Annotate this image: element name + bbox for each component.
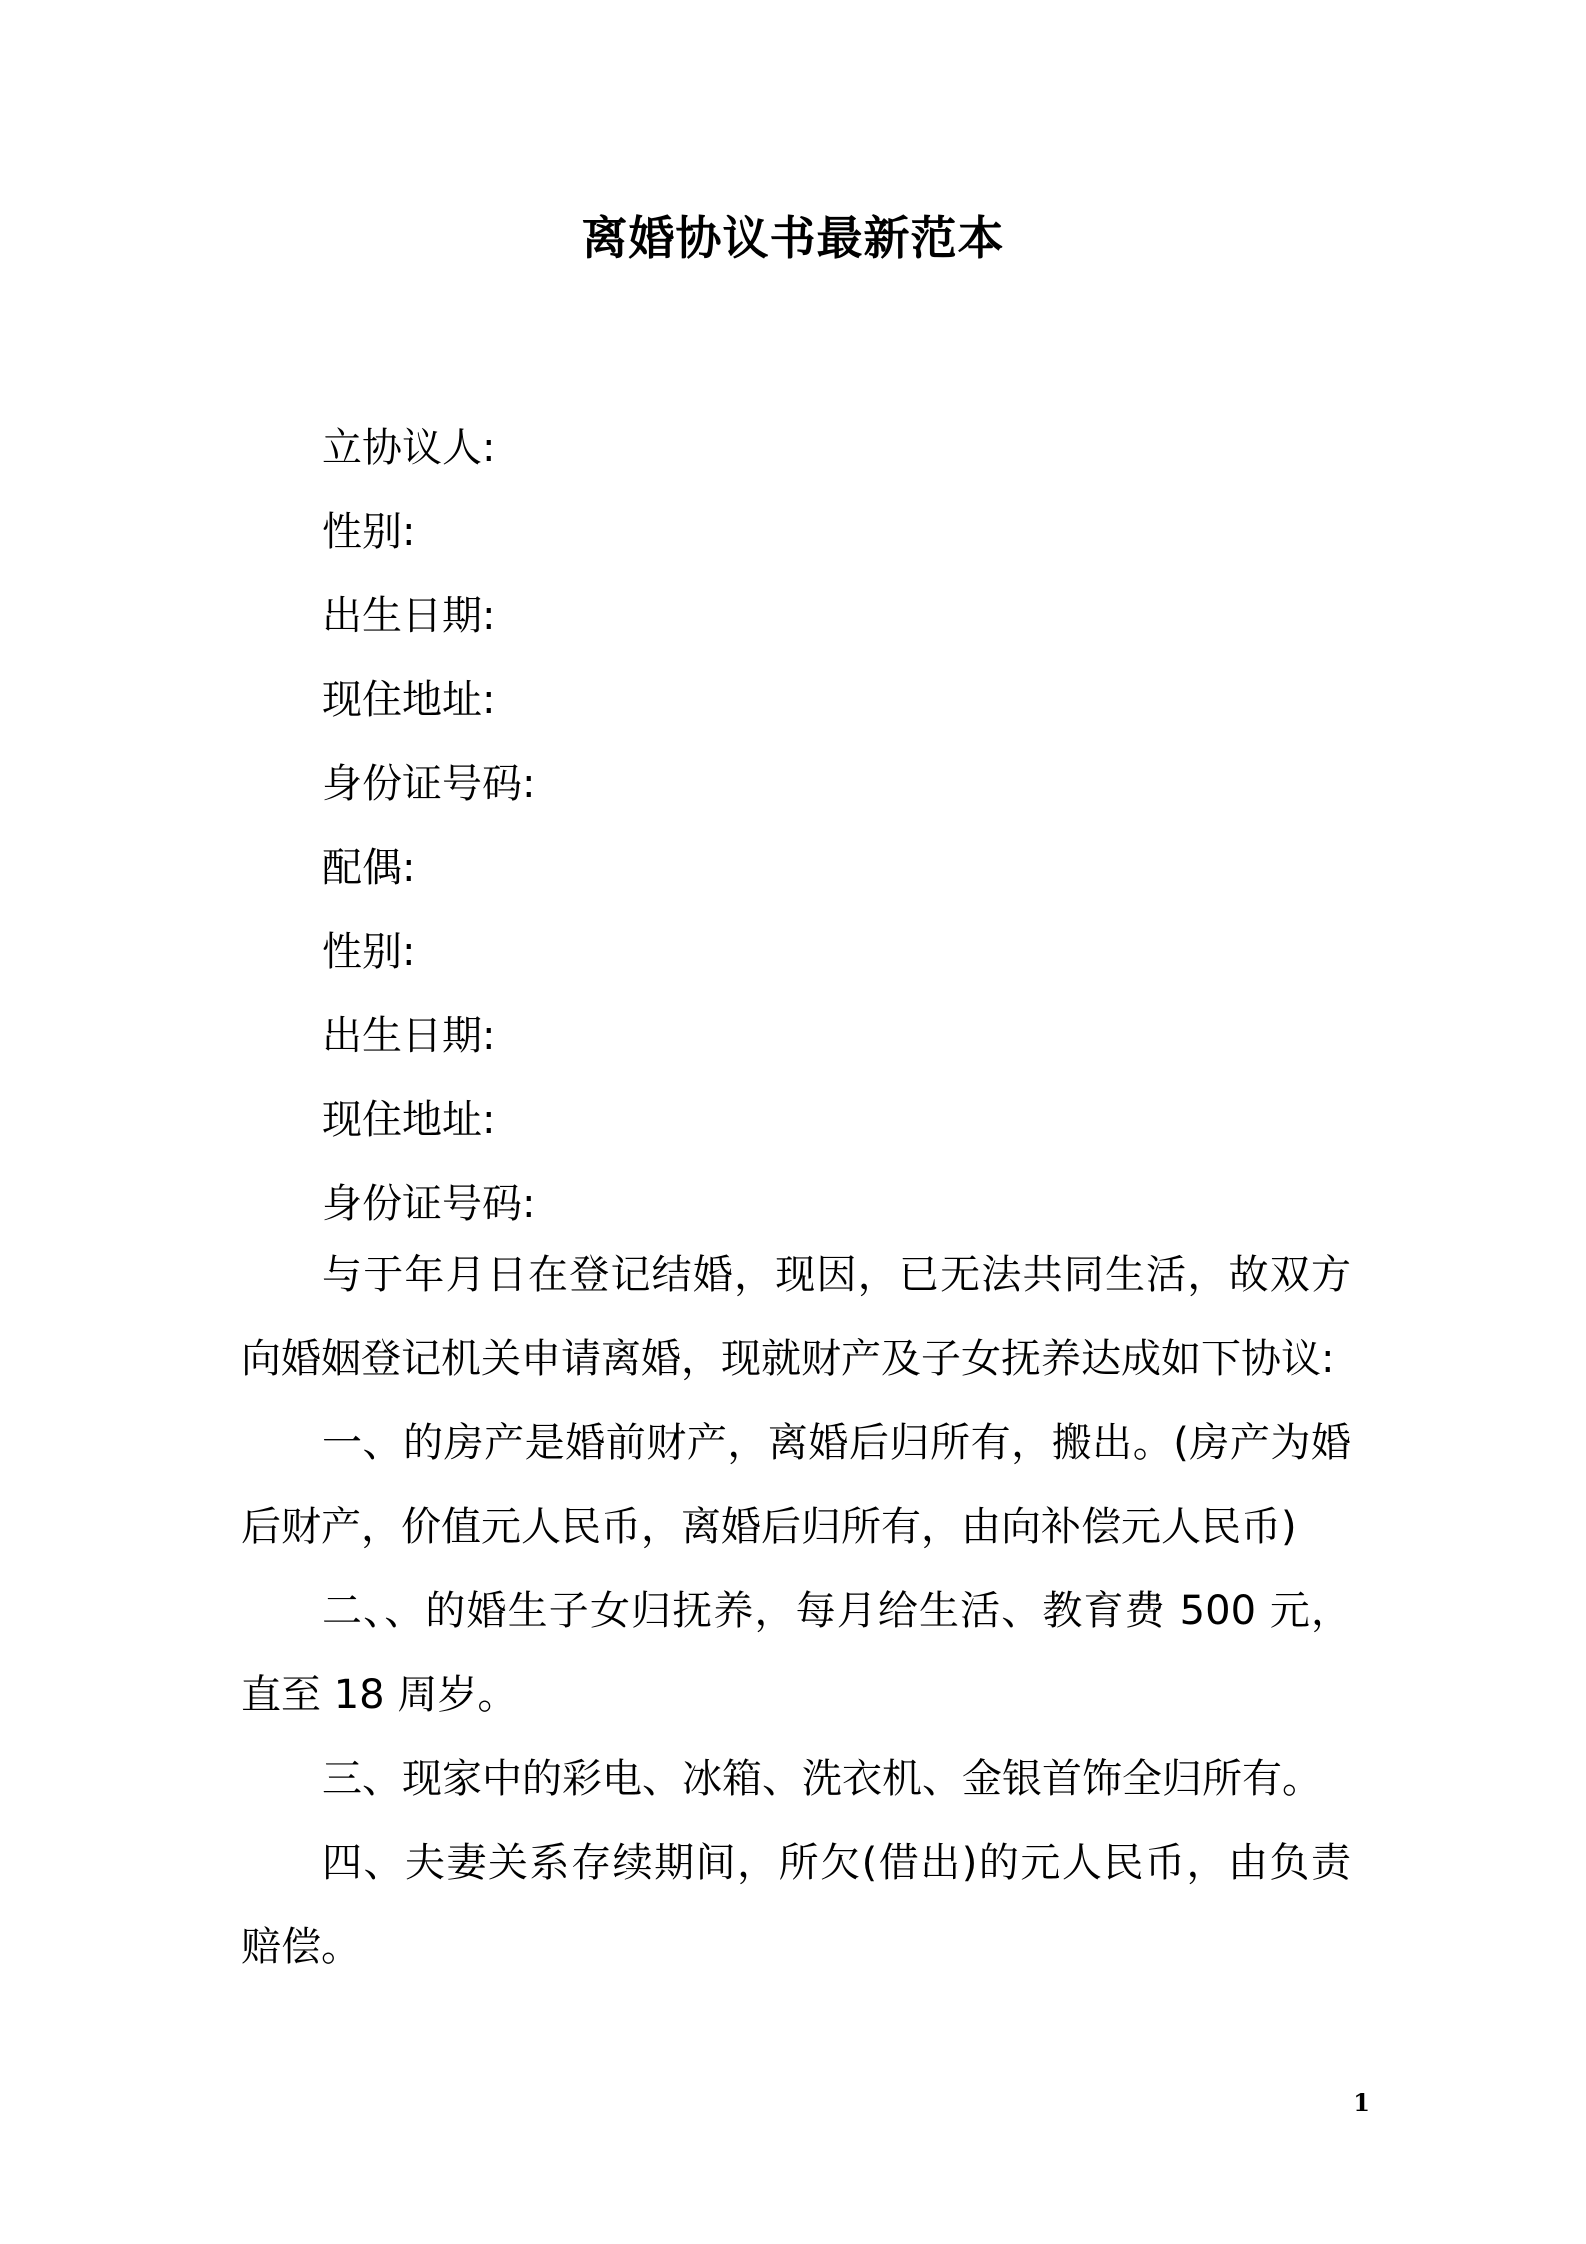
field-party-gender: 性别: bbox=[322, 509, 416, 555]
field-spouse-id-number: 身份证号码: bbox=[322, 1181, 536, 1227]
document-title: 离婚协议书最新范本 bbox=[581, 211, 1005, 265]
clause-4-debts: 四、夫妻关系存续期间，所欠(借出)的元人民币，由负责赔偿。 bbox=[241, 1840, 1351, 1970]
field-party-id-number: 身份证号码: bbox=[322, 761, 536, 807]
page-number: 1 bbox=[1353, 2088, 1370, 2117]
party-info-fields bbox=[322, 406, 535, 1246]
field-spouse-birthdate: 出生日期: bbox=[322, 1013, 496, 1059]
agreement-body bbox=[241, 1233, 1351, 1989]
field-party-address: 现住地址: bbox=[322, 677, 496, 723]
intro-paragraph: 与于年月日在登记结婚，现因，已无法共同生活，故双方向婚姻登记机关申请离婚，现就财产及子女抚养达成如下协议: bbox=[241, 1252, 1351, 1382]
field-spouse-name: 配偶: bbox=[322, 845, 416, 891]
clause-2-custody: 二、、的婚生子女归抚养，每月给生活、教育费 500 元，直至 18 周岁。 bbox=[241, 1588, 1351, 1718]
field-spouse-address: 现住地址: bbox=[322, 1097, 496, 1143]
field-spouse-gender: 性别: bbox=[322, 929, 416, 975]
clause-1-property: 一、的房产是婚前财产，离婚后归所有，搬出。(房产为婚后财产，价值元人民币，离婚后归所有，由向补偿元人民币) bbox=[241, 1420, 1351, 1550]
clause-3-household-items: 三、现家中的彩电、冰箱、洗衣机、金银首饰全归所有。 bbox=[322, 1756, 1322, 1802]
field-party-birthdate: 出生日期: bbox=[322, 593, 496, 639]
field-party-name: 立协议人: bbox=[322, 425, 496, 471]
